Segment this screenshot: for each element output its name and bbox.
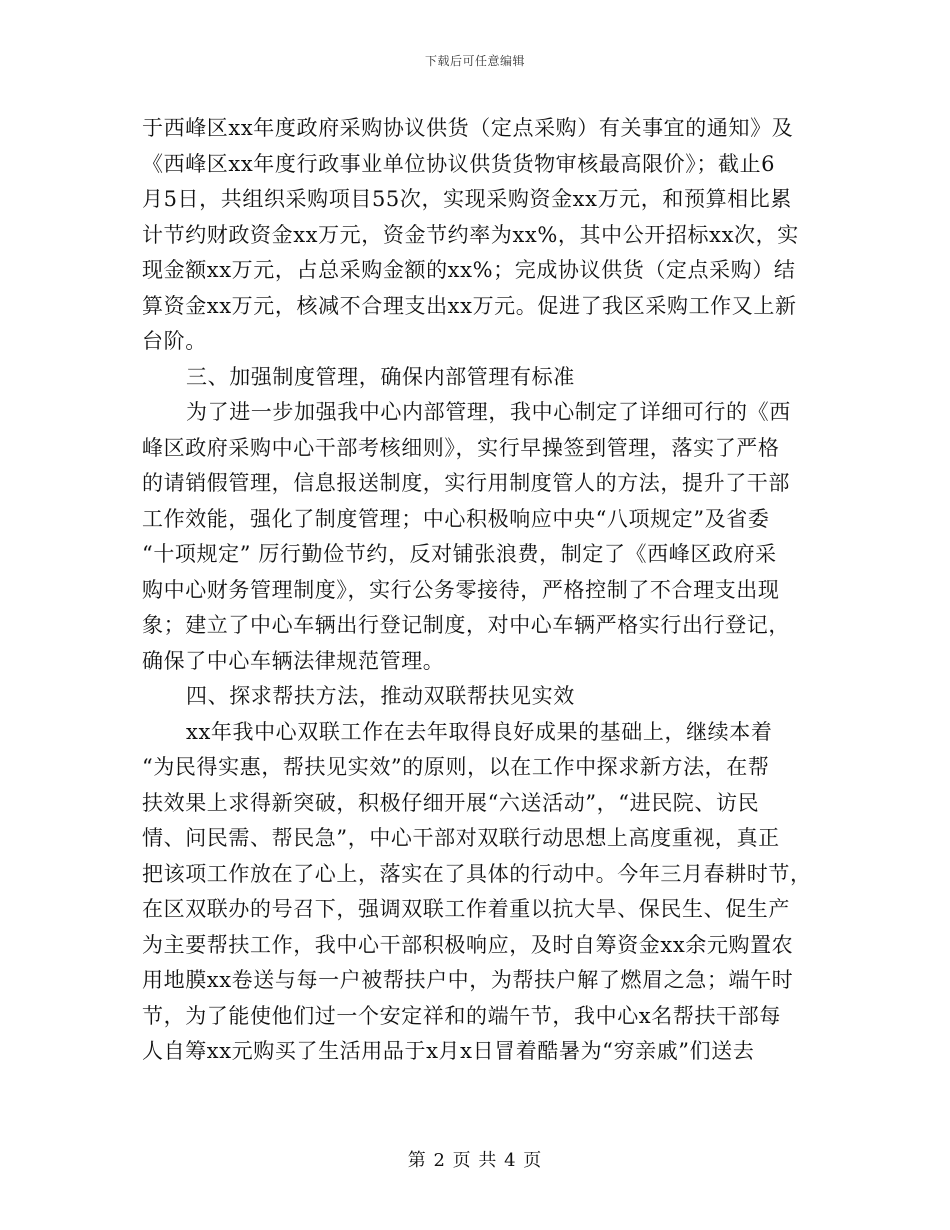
- text-line: 用地膜xx卷送与每一户被帮扶户中，为帮扶户解了燃眉之急；端午时: [142, 968, 794, 992]
- text-line: xx年我中心双联工作在去年取得良好成果的基础上，继续本着: [186, 719, 773, 744]
- text-line: 月5日，共组织采购项目55次，实现采购资金xx万元，和预算相比累: [142, 187, 792, 211]
- text-line: 把该项工作放在了心上，落实在了具体的行动中。今年三月春耕时节，: [142, 861, 812, 886]
- text-line: “十项规定” 厉行勤俭节约，反对铺张浪费，制定了《西峰区政府采: [142, 542, 777, 566]
- text-line: 现金额xx万元，占总采购金额的xx%；完成协议供货（定点采购）结: [142, 258, 796, 282]
- text-line: 算资金xx万元，核减不合理支出xx万元。促进了我区采购工作又上新: [142, 293, 797, 318]
- text-line: 计节约财政资金xx万元，资金节约率为xx%，其中公开招标xx次，实: [142, 222, 799, 247]
- text-line: 为了进一步加强我中心内部管理，我中心制定了详细可行的《西: [186, 400, 791, 424]
- text-line: 确保了中心车辆法律规范管理。: [142, 648, 445, 673]
- text-line: 的请销假管理，信息报送制度，实行用制度管人的方法，提升了干部: [142, 471, 790, 495]
- document-body: [142, 111, 812, 1070]
- text-line: 在区双联办的号召下，强调双联工作着重以抗大旱、保民生、促生产: [142, 897, 790, 921]
- text-line: 购中心财务管理制度》，实行公务零接待，严格控制了不合理支出现: [142, 577, 780, 602]
- text-line: “为民得实惠，帮扶见实效”的原则，以在工作中探求新方法，在帮: [142, 755, 770, 779]
- text-line: 情、问民需、帮民急”，中心干部对双联行动思想上高度重视，真正: [142, 826, 780, 850]
- page-number-footer: 第 2 页 共 4 页: [407, 1150, 543, 1171]
- text-line: 人自筹xx元购买了生活用品于x月x日冒着酷暑为“穷亲戚”们送去: [142, 1039, 755, 1063]
- text-line: 台阶。: [142, 329, 207, 353]
- text-line: 于西峰区xx年度政府采购协议供货（定点采购）有关事宜的通知》及: [142, 116, 794, 140]
- text-line: 象；建立了中心车辆出行登记制度，对中心车辆严格实行出行登记，: [142, 613, 790, 637]
- text-line: 《西峰区xx年度行政事业单位协议供货货物审核最高限价》；截止6: [142, 151, 776, 176]
- text-line: 峰区政府采购中心干部考核细则》，实行早操签到管理，落实了严格: [142, 435, 780, 460]
- text-line: 工作效能，强化了制度管理；中心积极响应中央“八项规定”及省委: [142, 506, 770, 531]
- section-heading: 四、探求帮扶方法，推动双联帮扶见实效: [186, 684, 575, 708]
- text-line: 为主要帮扶工作，我中心干部积极响应，及时自筹资金xx余元购置农: [142, 932, 794, 957]
- text-line: 节，为了能使他们过一个安定祥和的端午节，我中心x名帮扶干部每: [142, 1003, 781, 1028]
- section-heading: 三、加强制度管理，确保内部管理有标准: [186, 364, 575, 389]
- text-line: 扶效果上求得新突破，积极仔细开展“六送活动”，“进民院、访民: [142, 790, 760, 815]
- header-note: 下载后可任意编辑: [424, 54, 525, 68]
